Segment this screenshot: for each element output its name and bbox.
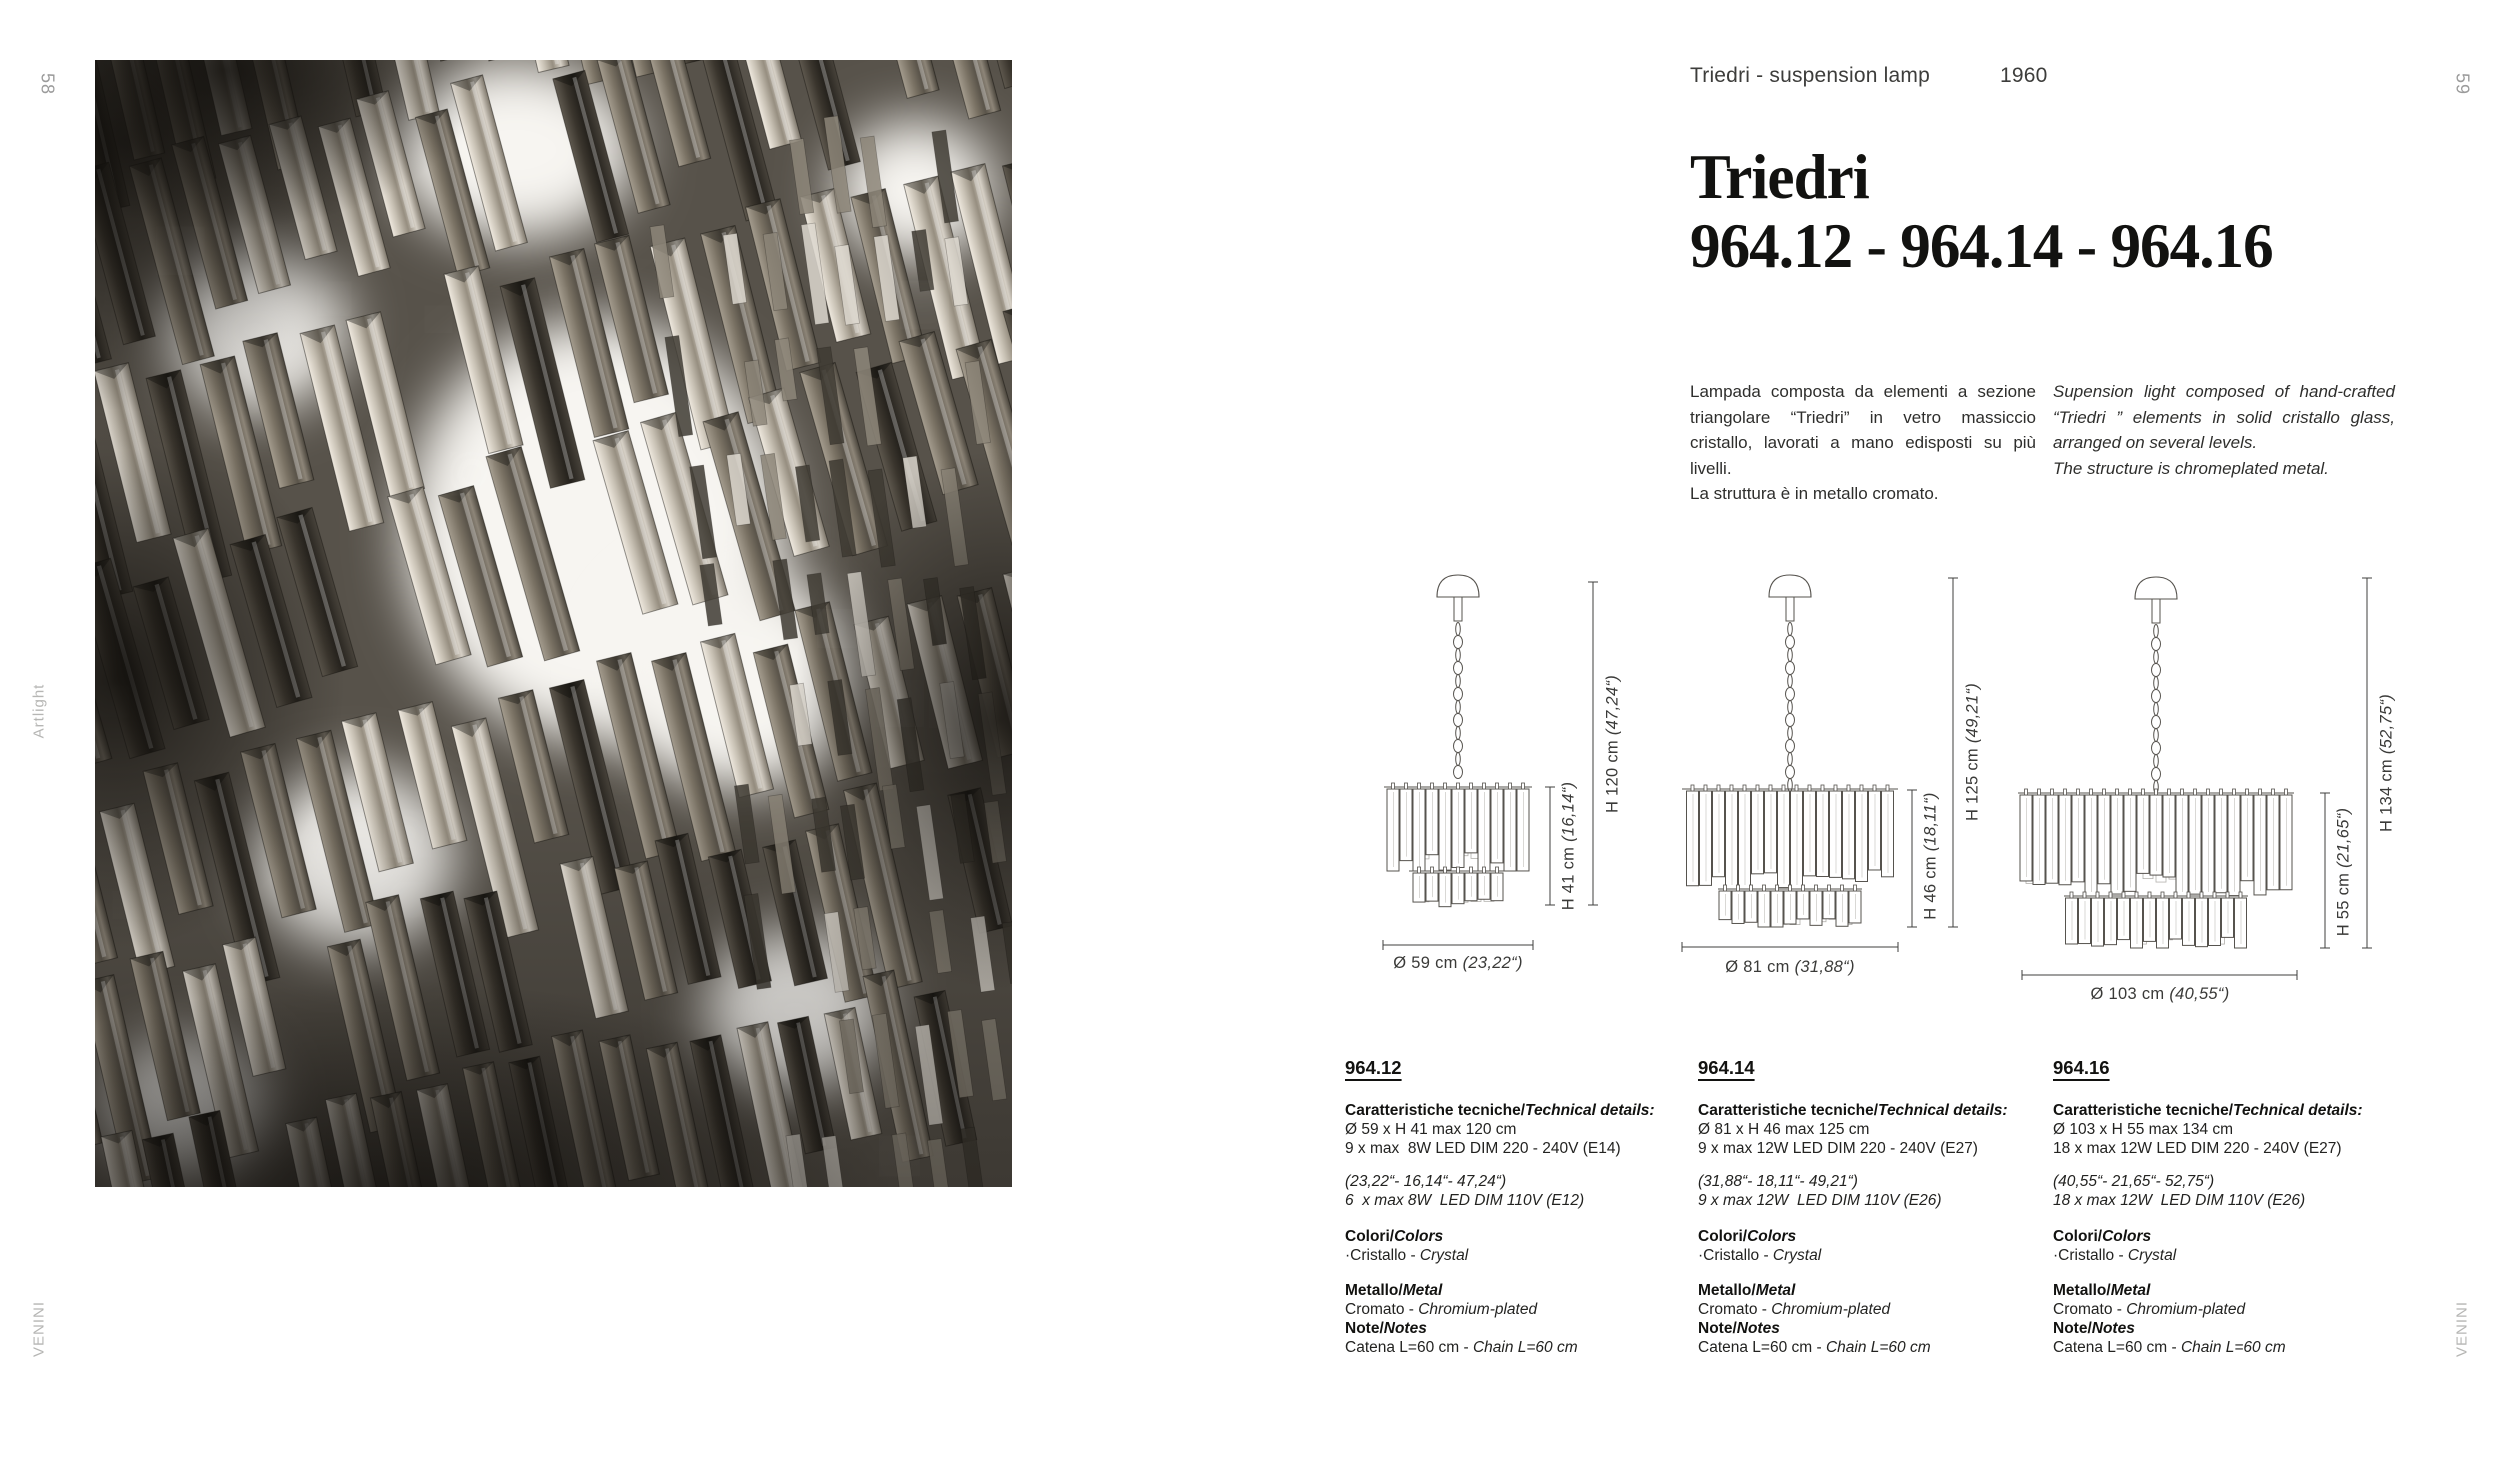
dim-body-height-964-16: [2335, 808, 2354, 937]
notes-value: [1345, 1338, 1675, 1357]
lamps-eu-line: 18 x max 12W LED DIM 220 - 240V (E27): [2053, 1140, 2342, 1157]
colors-block: [1698, 1227, 2028, 1265]
metal-value-it: Cromato -: [1698, 1301, 1772, 1318]
metal-label-it: Metallo/: [2053, 1282, 2111, 1299]
dim-cm: H 134 cm: [2377, 754, 2396, 833]
metal-heading: [2053, 1281, 2383, 1300]
colors-label-it: Colori/: [1698, 1228, 1748, 1245]
spacer: [2053, 1158, 2383, 1172]
tech-details-block: [2053, 1101, 2383, 1210]
tech-label-it: Caratteristiche tecniche/: [2053, 1102, 2234, 1119]
colors-value-en: Crystal: [1772, 1247, 1822, 1264]
lamps-us-line: 6 x max 8W LED DIM 110V (E12): [1345, 1192, 1585, 1209]
product-code: 964.12: [1345, 1057, 1402, 1078]
colors-label-en: Colors: [2102, 1228, 2152, 1245]
tech-label-en: Technical details:: [1878, 1102, 2008, 1119]
dim-diameter-964-16: [2091, 985, 2230, 1004]
description-italian-p2: La struttura è in metallo cromato.: [1690, 484, 1939, 503]
colors-heading: [1698, 1227, 2028, 1246]
description-english-p1: Supension light composed of hand-crafted “Triedri ” elements in solid cristallo glass, arranged on several levels.: [2053, 382, 2395, 452]
notes-value-en: Chain L=60 cm: [2180, 1339, 2286, 1356]
metal-value-it: Cromato -: [1345, 1301, 1419, 1318]
dim-in: (23,22“): [1462, 954, 1523, 972]
tech-label-en: Technical details:: [1525, 1102, 1655, 1119]
dim-in: (31,88“): [1794, 958, 1855, 976]
metal-value: [1345, 1300, 1675, 1319]
notes-value-it: Catena L=60 cm -: [1345, 1339, 1473, 1356]
colors-value: [1345, 1246, 1675, 1265]
metal-label-en: Metal: [2110, 1282, 2151, 1299]
tech-label-it: Caratteristiche tecniche/: [1345, 1102, 1526, 1119]
metal-value-it: Cromato -: [2053, 1301, 2127, 1318]
dim-cm: H 46 cm: [1921, 851, 1940, 920]
metal-label-en: Metal: [1402, 1282, 1443, 1299]
notes-heading: [2053, 1319, 2383, 1338]
notes-value-en: Chain L=60 cm: [1472, 1339, 1578, 1356]
metal-value-en: Chromium-plated: [2126, 1301, 2246, 1318]
dim-in: (47,24“): [1603, 674, 1622, 736]
product-photo: [95, 60, 1012, 1187]
colors-heading: [2053, 1227, 2383, 1246]
right-page-number: 59: [2452, 72, 2473, 96]
colors-label-it: Colori/: [2053, 1228, 2103, 1245]
dim-in: (52,75“): [2377, 693, 2396, 755]
metal-label-it: Metallo/: [1345, 1282, 1403, 1299]
tech-details-block: [1345, 1101, 1675, 1210]
dim-body-height-964-14: [1922, 792, 1941, 919]
dim-in: (40,55“): [2169, 985, 2230, 1003]
dim-cm: H 125 cm: [1963, 743, 1982, 822]
metal-label-it: Metallo/: [1698, 1282, 1756, 1299]
page-header-year: 1960: [2000, 64, 2048, 87]
description-italian-p1: Lampada composta da elementi a sezione triangolare “Triedri” in vetro massiccio cristallo, lavorati a mano edisposti su più livelli.: [1690, 382, 2036, 478]
colors-label-it: Colori/: [1345, 1228, 1395, 1245]
size-in-line: (40,55“- 21,65“- 52,75“): [2053, 1173, 2215, 1190]
dim-cm: Ø 81 cm: [1725, 958, 1795, 976]
notes-heading: [1345, 1319, 1675, 1338]
notes-label-it: Note/: [1345, 1320, 1384, 1337]
dim-cm: Ø 59 cm: [1393, 954, 1463, 972]
metal-value-en: Chromium-plated: [1418, 1301, 1538, 1318]
colors-value-it: ·Cristallo -: [1698, 1247, 1773, 1264]
dim-cm: H 41 cm: [1559, 841, 1578, 911]
metal-notes-block: [1698, 1281, 2028, 1357]
dim-total-height-964-14: [1964, 683, 1983, 821]
technical-drawings: [1340, 560, 2490, 1020]
colors-block: [1345, 1227, 1675, 1265]
size-cm-line: Ø 103 x H 55 max 134 cm: [2053, 1121, 2234, 1138]
dim-cm: Ø 103 cm: [2090, 985, 2170, 1003]
description-english: [2053, 379, 2395, 481]
left-margin-brand-label: VENINI: [30, 1300, 48, 1358]
left-page-number: 58: [37, 72, 58, 96]
lamps-eu-line: 9 x max 8W LED DIM 220 - 240V (E14): [1345, 1140, 1621, 1157]
dim-body-height-964-12: [1560, 782, 1579, 911]
notes-label-en: Notes: [1383, 1320, 1427, 1337]
description-english-p2: The structure is chromeplated metal.: [2053, 458, 2329, 478]
colors-heading: [1345, 1227, 1675, 1246]
dim-in: (18,11“): [1921, 792, 1940, 852]
metal-heading: [1698, 1281, 2028, 1300]
tech-details-heading: [2053, 1101, 2383, 1120]
notes-value: [2053, 1338, 2383, 1357]
dim-total-height-964-12: [1604, 675, 1623, 813]
spec-column-964-12: [1345, 1058, 1675, 1357]
dim-diameter-964-12: [1393, 954, 1523, 973]
metal-heading: [1345, 1281, 1675, 1300]
dim-in: (49,21“): [1963, 682, 1982, 744]
lamps-us-line: 18 x max 12W LED DIM 110V (E26): [2053, 1192, 2306, 1209]
lamps-eu-line: 9 x max 12W LED DIM 220 - 240V (E27): [1698, 1140, 1978, 1157]
dim-in: (21,65“): [2334, 807, 2353, 868]
dim-cm: H 120 cm: [1603, 735, 1622, 814]
metal-label-en: Metal: [1755, 1282, 1796, 1299]
tech-details-heading: [1345, 1101, 1675, 1120]
colors-block: [2053, 1227, 2383, 1265]
tech-details-block: [1698, 1101, 2028, 1210]
tech-label-en: Technical details:: [2233, 1102, 2363, 1119]
metal-value: [2053, 1300, 2383, 1319]
colors-value: [1698, 1246, 2028, 1265]
product-code: 964.14: [1698, 1057, 1755, 1078]
colors-label-en: Colors: [1394, 1228, 1444, 1245]
dim-cm: H 55 cm: [2334, 867, 2353, 937]
page-title-line1: Triedri: [1690, 142, 1869, 212]
spec-column-964-14: [1698, 1058, 2028, 1357]
notes-label-en: Notes: [1736, 1320, 1780, 1337]
notes-heading: [1698, 1319, 2028, 1338]
tech-details-heading: [1698, 1101, 2028, 1120]
notes-value-it: Catena L=60 cm -: [2053, 1339, 2181, 1356]
notes-value-it: Catena L=60 cm -: [1698, 1339, 1826, 1356]
colors-label-en: Colors: [1747, 1228, 1797, 1245]
product-code: 964.16: [2053, 1057, 2110, 1078]
colors-value-en: Crystal: [2127, 1247, 2177, 1264]
page-header-product-name: Triedri - suspension lamp: [1690, 64, 1930, 87]
chandelier-photo-illustration: [95, 60, 1012, 1187]
metal-notes-block: [2053, 1281, 2383, 1357]
page-title: [1690, 143, 2273, 281]
colors-value: [2053, 1246, 2383, 1265]
page-title-line2: 964.12 - 964.14 - 964.16: [1690, 211, 2273, 281]
colors-value-it: ·Cristallo -: [1345, 1247, 1420, 1264]
spacer: [1698, 1158, 2028, 1172]
notes-label-it: Note/: [1698, 1320, 1737, 1337]
left-margin-series-label: Artlight: [30, 683, 48, 739]
notes-value: [1698, 1338, 2028, 1357]
metal-notes-block: [1345, 1281, 1675, 1357]
dim-in: (16,14“): [1559, 781, 1578, 842]
description-italian: [1690, 379, 2036, 507]
spacer: [1345, 1158, 1675, 1172]
metal-value-en: Chromium-plated: [1771, 1301, 1891, 1318]
dim-diameter-964-14: [1725, 958, 1855, 977]
notes-label-it: Note/: [2053, 1320, 2092, 1337]
notes-value-en: Chain L=60 cm: [1825, 1339, 1931, 1356]
dim-total-height-964-16: [2378, 694, 2397, 832]
size-cm-line: Ø 81 x H 46 max 125 cm: [1698, 1121, 1870, 1138]
notes-label-en: Notes: [2091, 1320, 2135, 1337]
right-margin-brand-label: VENINI: [2453, 1300, 2471, 1358]
colors-value-it: ·Cristallo -: [2053, 1247, 2128, 1264]
size-in-line: (23,22“- 16,14“- 47,24“): [1345, 1173, 1507, 1190]
tech-label-it: Caratteristiche tecniche/: [1698, 1102, 1879, 1119]
metal-value: [1698, 1300, 2028, 1319]
size-in-line: (31,88“- 18,11“- 49,21“): [1698, 1173, 1858, 1190]
colors-value-en: Crystal: [1419, 1247, 1469, 1264]
size-cm-line: Ø 59 x H 41 max 120 cm: [1345, 1121, 1517, 1138]
lamps-us-line: 9 x max 12W LED DIM 110V (E26): [1698, 1192, 1942, 1209]
spec-column-964-16: [2053, 1058, 2383, 1357]
